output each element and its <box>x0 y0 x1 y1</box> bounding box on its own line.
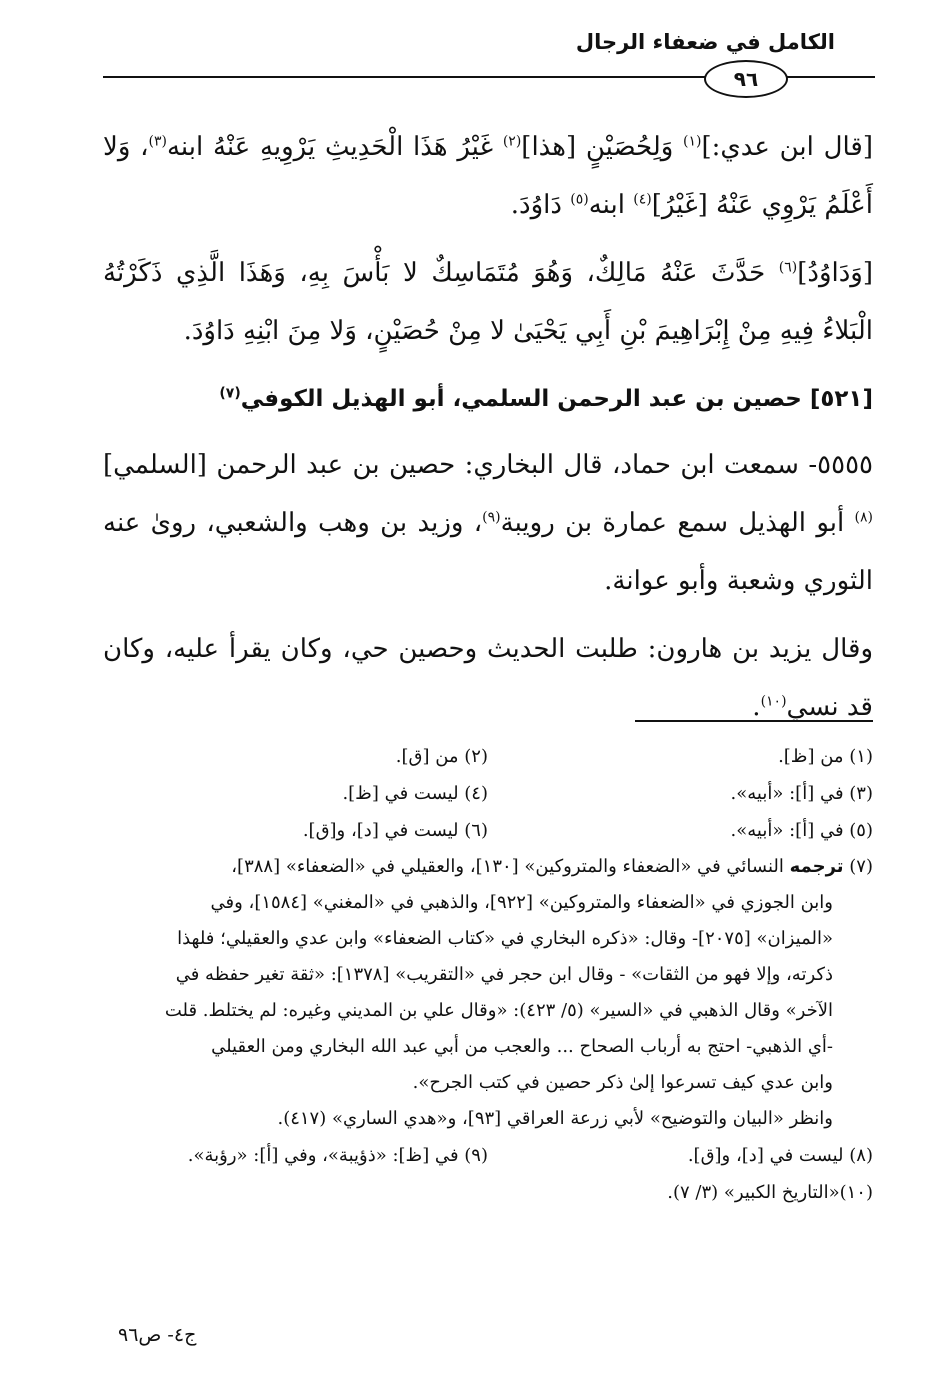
entry-heading-text: [٥٢١] حصين بن عبد الرحمن السلمي، أبو الهذيل الكوفي <box>240 386 873 412</box>
text-run: . <box>752 692 761 722</box>
page-number-badge <box>704 60 788 98</box>
footnote-7-line: ذكرته، وإلا فهو من الثقات» - وقال ابن حجر في «التقريب» [١٣٧٨]: «ثقة تغير حفظه في <box>175 964 833 985</box>
volume-page-label: ج٤- ص٩٦ <box>118 1324 197 1346</box>
footnote-ref[interactable]: (٦) <box>778 259 798 276</box>
footnote-1: (١) من [ظ]. <box>778 746 873 767</box>
footnote-ref[interactable]: (٧) <box>219 385 241 402</box>
footnote-ref[interactable]: (٣) <box>148 133 167 150</box>
text-run: دَاوُدَ. <box>510 190 562 220</box>
text-run: وَلا أَعْلَمُ يَرْوِي عَنْهُ [غَيْرُ] <box>103 132 873 220</box>
text-run: ابنه <box>588 190 625 220</box>
text-run: وَلِحُصَيْنٍ [هذا] <box>521 132 674 162</box>
text-run: وقال يزيد بن هارون: طلبت الحديث وحصين حي، وكان يقرأ عليه، وكان قد نسي <box>103 634 873 722</box>
main-text <box>103 118 873 736</box>
footnote-ref[interactable]: (٢) <box>502 133 522 150</box>
footnote-7-line <box>103 849 873 885</box>
paragraph-3 <box>103 436 873 610</box>
footnote-row <box>103 812 873 849</box>
footnote-ref[interactable]: (٥) <box>570 191 589 208</box>
footnote-separator <box>635 720 873 722</box>
footnote-ref[interactable]: (٩) <box>482 509 501 526</box>
footnote-7-line: وابن عدي كيف تسرعوا إلىٰ ذكر حصين في كتب الجرح». <box>412 1072 833 1093</box>
footnotes <box>103 738 873 1211</box>
footnote-6: (٦) ليست في [د]، و[ق]. <box>302 820 488 841</box>
footnote-9: (٩) في [ظ]: «ذؤيبة»، وفي [أ]: «رؤبة». <box>187 1145 488 1166</box>
footnote-ref[interactable]: (١٠) <box>760 693 787 710</box>
footnote-7-line: الآخر» وقال الذهبي في «السير» (٥/ ٤٢٣): «وقال علي بن المديني وغيره: لم يختلط. قلت <box>164 1000 833 1021</box>
footnote-row <box>103 1137 873 1174</box>
footnote-2: (٢) من [ق]. <box>395 746 488 767</box>
footnote-3: (٣) في [أ]: «أبيه». <box>730 783 873 804</box>
text-run: حَدَّثَ عَنْهُ مَالِكٌ، وَهُوَ مُتَمَاسِكٌ لا بَأْسَ بِهِ، وَهَذَا الَّذِي ذَكَرْتُهُ الْبَلاءُ فِيهِ مِنْ إِبْرَاهِيمَ بْنِ أَبِي يَحْيَىٰ لا مِنْ حُصَيْنٍ، وَلا مِنَ ابْنِهِ دَاوُدَ. <box>103 258 873 346</box>
text-run: ، وزيد بن وهب والشعبي، روىٰ عنه الثوري وشعبة وأبو عوانة. <box>103 508 873 596</box>
entry-heading <box>103 372 873 426</box>
footnote-7-line: «الميزان» [٢٠٧٥]- وقال: «ذكره البخاري في «كتاب الضعفاء» وابن عدي والعقيلي؛ فلهذا <box>177 928 833 949</box>
footnote-5: (٥) في [أ]: «أبيه». <box>730 820 873 841</box>
footnote-7 <box>103 849 873 1137</box>
text-run: ، <box>140 132 149 162</box>
footnote-row <box>103 738 873 775</box>
text-run: [قال ابن عدي:] <box>701 132 873 162</box>
text-run: ٥٥٥٥- سمعت ابن حماد، قال البخاري: حصين بن عبد الرحمن [السلمي] <box>103 450 873 480</box>
paragraph-2 <box>103 244 873 360</box>
footnote-7-line: -أي الذهبي- احتج به أرباب الصحاح ... والعجب من أبي عبد الله البخاري ومن العقيلي <box>211 1036 833 1057</box>
paragraph-4 <box>103 620 873 736</box>
text-run: [وَدَاوُدُ] <box>797 258 873 288</box>
text-run: غَيْرُ هَذَا الْحَدِيثِ يَرْوِيهِ عَنْهُ ابنه <box>166 132 494 162</box>
footnote-number: (٧) <box>849 856 873 877</box>
text-run: النسائي في «الضعفاء والمتروكين» [١٣٠]، والعقيلي في «الضعفاء» [٣٨٨]، <box>231 856 784 877</box>
footnote-keyword: ترجمه <box>789 856 844 877</box>
footnote-ref[interactable]: (١) <box>683 133 702 150</box>
text-run: أبو الهذيل سمع عمارة بن رويبة <box>500 508 845 538</box>
footnote-4: (٤) ليست في [ظ]. <box>342 783 488 804</box>
footnote-7-line: وانظر «البيان والتوضيح» لأبي زرعة العراقي [٩٣]، و«هدي الساري» (٤١٧). <box>277 1108 833 1129</box>
footnote-ref[interactable]: (٤) <box>633 191 652 208</box>
footnote-row <box>103 1174 873 1211</box>
footnote-row <box>103 775 873 812</box>
footnote-7-line: وابن الجوزي في «الضعفاء والمتروكين» [٩٢٢]، والذهبي في «المغني» [١٥٨٤]، وفي <box>210 892 833 913</box>
footnote-10: (١٠)«التاريخ الكبير» (٣/ ٧). <box>667 1182 873 1203</box>
running-title: الكامل في ضعفاء الرجال <box>575 30 835 54</box>
paragraph-1 <box>103 118 873 234</box>
footnote-8: (٨) ليست في [د]، و[ق]. <box>687 1145 873 1166</box>
page-number: ٩٦ <box>733 67 759 91</box>
footnote-ref[interactable]: (٨) <box>854 509 873 526</box>
